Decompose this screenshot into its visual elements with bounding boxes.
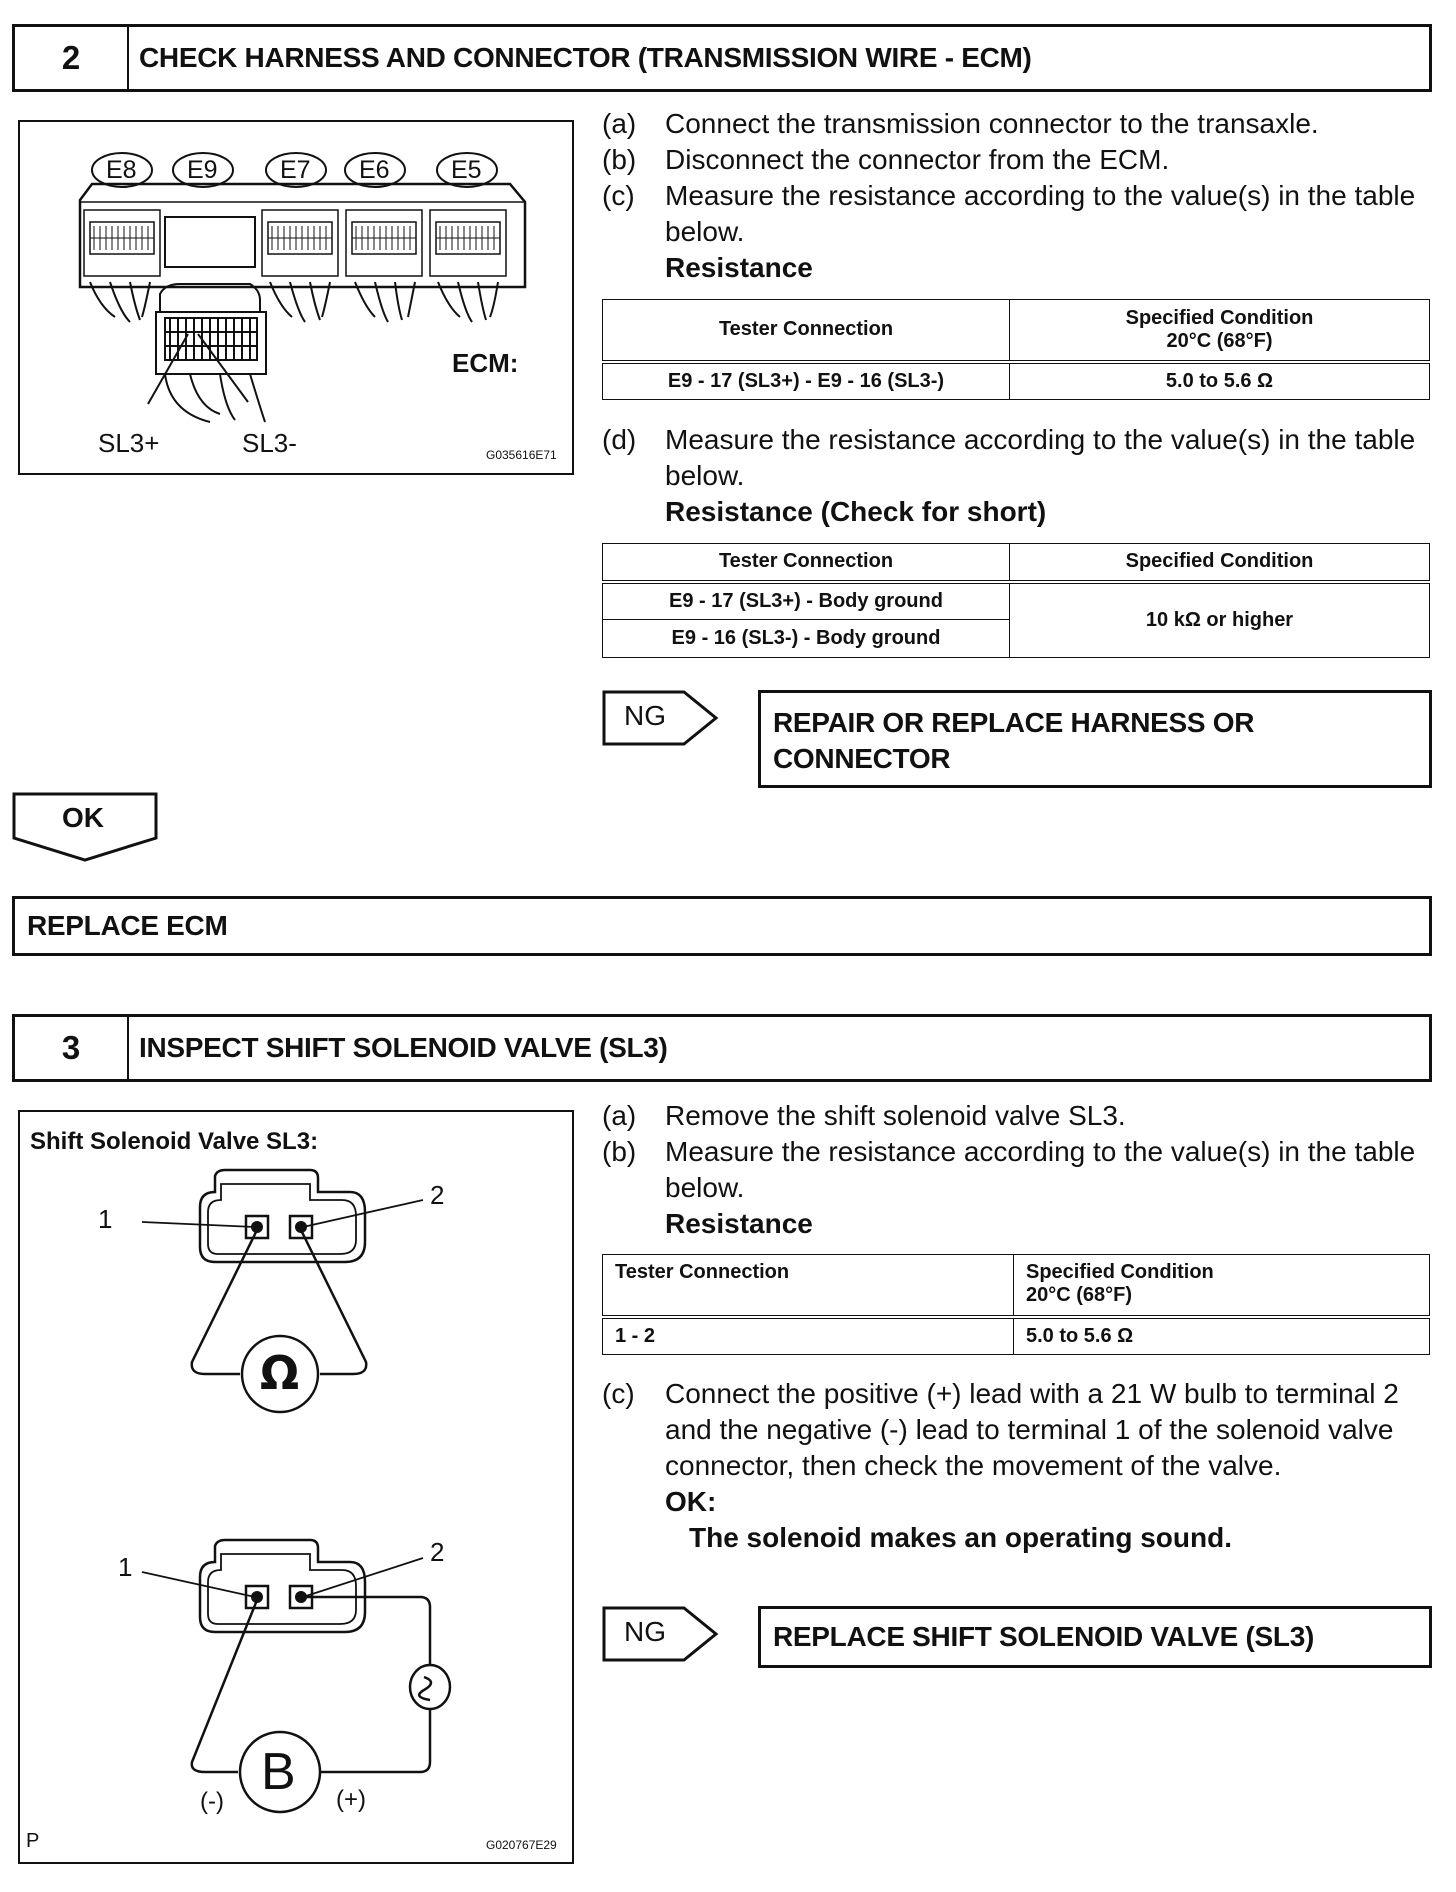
step-title: CHECK HARNESS AND CONNECTOR (TRANSMISSION WIRE - ECM): [139, 42, 1032, 73]
ok-criteria: The solenoid makes an operating sound.: [689, 1522, 1232, 1553]
ng-tag: [602, 690, 720, 750]
table-header-condition: Specified Condition 20°C (68°F): [1014, 1255, 1430, 1317]
table-cell-connection: E9 - 17 (SL3+) - E9 - 16 (SL3-): [603, 362, 1010, 400]
resistance-heading: Resistance: [665, 252, 813, 283]
step-3-header: [12, 1014, 1432, 1082]
step-2-header: [12, 24, 1432, 92]
ng-result-line-1: REPAIR OR REPLACE HARNESS OR: [773, 707, 1255, 738]
terminal-2-label: 2: [430, 1537, 445, 1567]
step-2-instructions: [602, 106, 1432, 286]
instruction-c: (c) Connect the positive (+) lead with a 21 W bulb to terminal 2 and the negative (-) lead to terminal 1 of the solenoid valve connector, then check the movement of the valve.: [602, 1378, 1399, 1481]
step-title: INSPECT SHIFT SOLENOID VALVE (SL3): [139, 1032, 668, 1063]
negative-lead-label: (-): [200, 1788, 224, 1815]
ng-result-box: [758, 1606, 1432, 1668]
solenoid-figure: [18, 1110, 574, 1864]
ok-heading: OK:: [665, 1486, 717, 1517]
instruction-b: (b) Measure the resistance according to the value(s) in the table below.: [602, 1136, 1416, 1203]
step-number: 2: [15, 27, 129, 89]
ecm-label: ECM:: [452, 348, 519, 378]
ok-result-text: REPLACE ECM: [27, 910, 228, 941]
ng-result-text: REPLACE SHIFT SOLENOID VALVE (SL3): [773, 1621, 1315, 1652]
step-2-instruction-d: [602, 422, 1432, 530]
table-cell-connection: 1 - 2: [603, 1317, 1014, 1355]
terminal-2-label: 2: [430, 1180, 445, 1210]
terminal-1-label: 1: [118, 1552, 133, 1582]
step-3-instructions: [602, 1098, 1432, 1242]
ecm-connector-figure: [18, 120, 574, 475]
table-header-tester: Tester Connection: [603, 300, 1010, 362]
connector-label-e6: E6: [359, 156, 390, 184]
ok-result-box: [12, 896, 1432, 956]
pin-label-sl3-minus: SL3-: [242, 428, 297, 458]
table-cell-condition: 5.0 to 5.6 Ω: [1014, 1317, 1430, 1355]
table-cell-connection: E9 - 16 (SL3-) - Body ground: [603, 620, 1010, 658]
ng-label: NG: [624, 700, 666, 731]
table-cell-condition: 10 kΩ or higher: [1010, 582, 1430, 658]
figure-title: Shift Solenoid Valve SL3:: [30, 1128, 319, 1155]
connector-label-e8: E8: [106, 156, 137, 184]
table-header-condition: Specified Condition: [1010, 544, 1430, 582]
step-3-instruction-c: [602, 1376, 1432, 1556]
short-check-heading: Resistance (Check for short): [665, 496, 1047, 527]
step-number: 3: [15, 1017, 129, 1079]
figure-code: G035616E71: [486, 448, 557, 462]
table-cell-connection: E9 - 17 (SL3+) - Body ground: [603, 582, 1010, 620]
instruction-b: (b) Disconnect the connector from the ECM.: [602, 144, 1170, 175]
table-header-tester: Tester Connection: [603, 544, 1010, 582]
figure-code: G020767E29: [486, 1838, 557, 1852]
pin-label-sl3-plus: SL3+: [98, 428, 160, 458]
positive-lead-label: (+): [336, 1786, 366, 1813]
connector-label-e5: E5: [451, 156, 482, 184]
solenoid-resistance-table: [602, 1254, 1430, 1355]
instruction-d: (d) Measure the resistance according to the value(s) in the table below.: [602, 424, 1416, 491]
ng-result-box: [758, 690, 1432, 788]
connector-label-e7: E7: [280, 156, 311, 184]
ng-result-line-2: CONNECTOR: [773, 743, 951, 774]
connector-label-e9: E9: [187, 156, 218, 184]
instruction-c: (c) Measure the resistance according to the value(s) in the table below.: [602, 180, 1416, 247]
figure-corner-letter: P: [26, 1830, 40, 1852]
resistance-heading: Resistance: [665, 1208, 813, 1239]
resistance-table-1: [602, 299, 1430, 400]
table-cell-condition: 5.0 to 5.6 Ω: [1010, 362, 1430, 400]
instruction-a: (a) Connect the transmission connector to the transaxle.: [602, 108, 1319, 139]
table-header-condition: Specified Condition 20°C (68°F): [1010, 300, 1430, 362]
ok-tag: [12, 792, 162, 864]
ng-label: NG: [624, 1616, 666, 1647]
table-header-tester: Tester Connection: [603, 1255, 1014, 1317]
ohm-symbol-icon: Ω: [260, 1346, 300, 1400]
battery-symbol-icon: B: [261, 1743, 296, 1801]
instruction-a: (a) Remove the shift solenoid valve SL3.: [602, 1100, 1126, 1131]
short-check-table: [602, 543, 1430, 658]
ok-label: OK: [62, 802, 104, 833]
ng-tag: [602, 1606, 720, 1666]
terminal-1-label: 1: [98, 1204, 113, 1234]
